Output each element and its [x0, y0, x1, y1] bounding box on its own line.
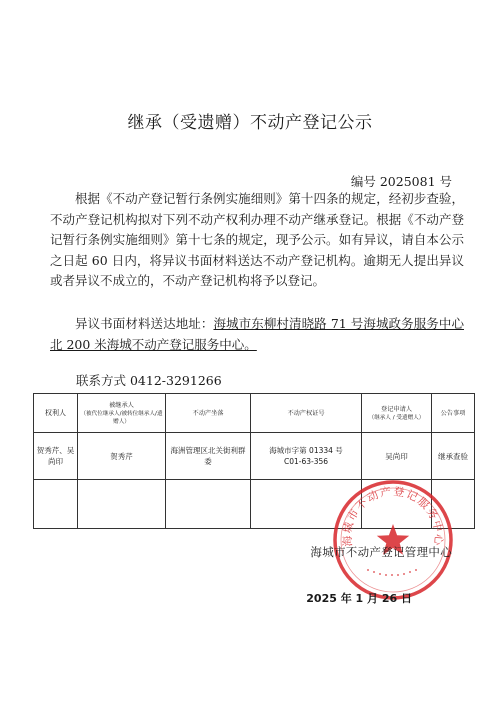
- document-title: 继承（受遗赠）不动产登记公示: [127, 113, 373, 133]
- issuer-signature: 海城市不动产登记管理中心: [310, 545, 452, 559]
- cell-matter: 继承查验: [432, 433, 475, 480]
- cell-decedent: 贺秀芹: [78, 433, 166, 480]
- table-header-row: [34, 394, 475, 433]
- cell-cert-number: [251, 433, 362, 480]
- seal-code-marks: [367, 570, 417, 575]
- document-number: 编号 2025081 号: [350, 174, 452, 189]
- header-applicant-sub: （继承人 / 受遗赠人）: [368, 414, 425, 421]
- empty-cell: [34, 480, 78, 529]
- cert-line-1: 海城市字第 01334 号: [269, 446, 343, 455]
- objection-address-paragraph: [50, 314, 464, 355]
- header-decedent-sub: （被代位继承人/被转位继承人/遗赠人）: [80, 410, 163, 425]
- header-location: 不动产坐落: [166, 394, 251, 433]
- cert-line-2: C01-63-356: [283, 457, 329, 466]
- announcement-paragraph: 根据《不动产登记暂行条例实施细则》第十四条的规定，经初步查验，不动产登记机构拟对下列不动产权利办理不动产继承登记。根据《不动产登记暂行条例实施细则》第十七条的规定，现予公示。如有异议，请自本公示之日起 60 日内，将异议书面材料送达不动产登记机构。逾期无人提出异议或者异议不成立的，不动产登记机构将予以登记。: [50, 191, 464, 288]
- cell-applicant: 吴尚印: [362, 433, 432, 480]
- cell-holders: 贺秀芹、吴尚印: [34, 433, 78, 480]
- address-text: 海城市东柳村清晓路 71 号海城政务服务中心北 200 米海城不动产登记服务中心。: [50, 316, 464, 352]
- contact-info: 联系方式 0412-3291266: [76, 373, 222, 388]
- table-row: [34, 433, 475, 480]
- header-holders: 权利人: [34, 394, 78, 433]
- address-label: 异议书面材料送达地址：: [75, 316, 214, 331]
- cell-location: 海洲管理区北关街利群委: [166, 433, 251, 480]
- header-cert-number: 不动产权证号: [251, 394, 362, 433]
- empty-cell: [166, 480, 251, 529]
- header-matter: 公告事项: [432, 394, 475, 433]
- official-seal: [331, 478, 455, 602]
- header-applicant-main: 登记申请人: [381, 405, 412, 413]
- header-decedent: [78, 394, 166, 433]
- header-applicant: [362, 394, 432, 433]
- seal-text: 海城市不动产登记服务中心: [340, 484, 446, 548]
- empty-cell: [78, 480, 166, 529]
- issue-date: 2025 年 1 月 26 日: [306, 592, 412, 605]
- header-decedent-main: 被继承人: [109, 401, 134, 409]
